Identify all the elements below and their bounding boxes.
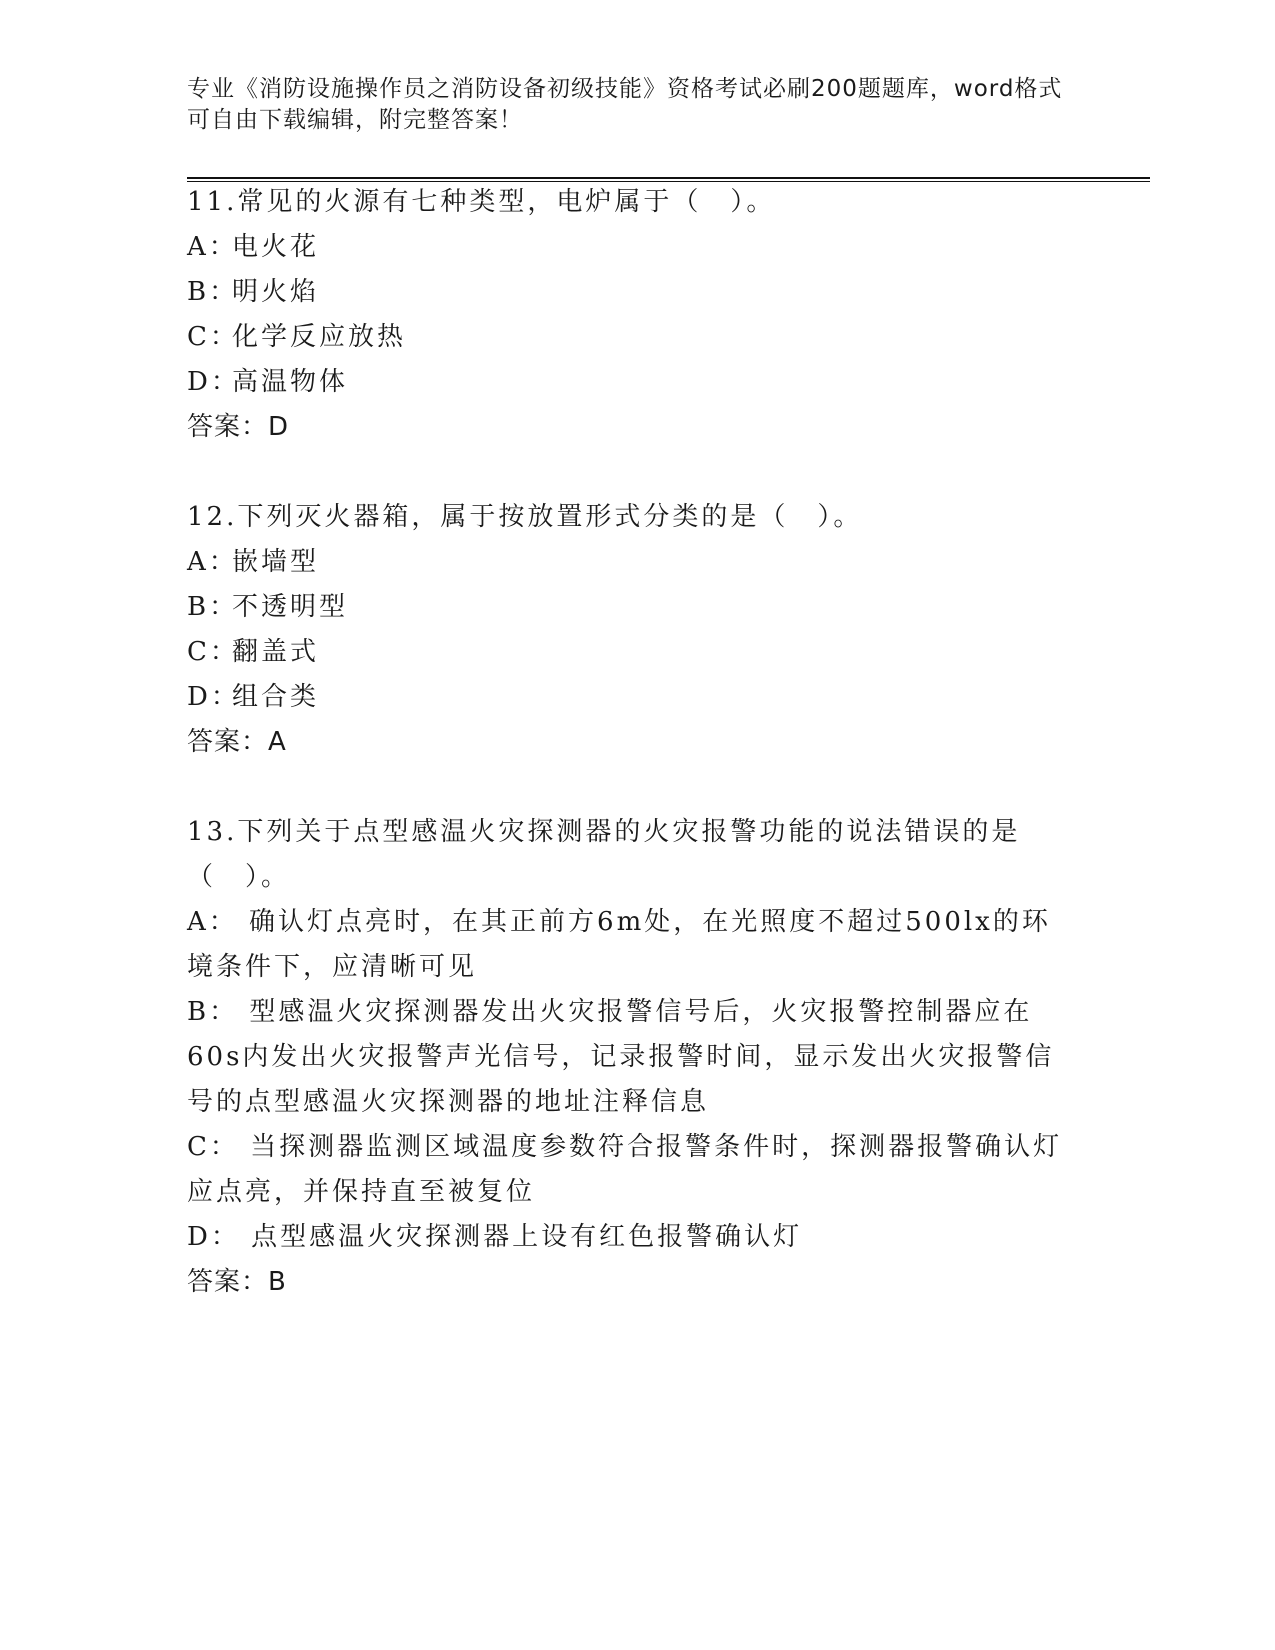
option-d	[187, 1215, 1067, 1260]
question-stem: 11.常见的火源有七种类型，电炉属于（ ）。	[187, 187, 776, 217]
option-a	[187, 900, 1067, 990]
header-rule-thick	[187, 177, 1150, 179]
question-12	[187, 495, 1067, 765]
option-text: 翻盖式	[232, 637, 320, 667]
answer: 答案：D	[187, 412, 290, 442]
option-text: 明火焰	[232, 277, 320, 307]
option-label: B：	[187, 997, 239, 1027]
option-b	[187, 270, 1067, 315]
question-13	[187, 810, 1067, 1305]
option-label: B：	[187, 592, 239, 622]
option-text: 当探测器监测区域温度参数符合报警条件时，探测器报警确认灯应点亮，并保持直至被复位	[187, 1132, 1063, 1207]
option-label: D：	[187, 1222, 240, 1252]
option-label: C：	[187, 322, 239, 352]
option-text: 确认灯点亮时，在其正前方6m处，在光照度不超过500lx的环境条件下，应清晰可见	[187, 907, 1051, 982]
option-text: 组合类	[232, 682, 320, 712]
option-c	[187, 630, 1067, 675]
option-a	[187, 540, 1067, 585]
option-d	[187, 675, 1067, 720]
option-label: A：	[187, 232, 238, 262]
option-c	[187, 1125, 1067, 1215]
option-label: D：	[187, 682, 240, 712]
option-c	[187, 315, 1067, 360]
option-b	[187, 585, 1067, 630]
option-d	[187, 360, 1067, 405]
answer: 答案：B	[187, 1267, 287, 1297]
option-text: 嵌墙型	[232, 547, 320, 577]
answer: 答案：A	[187, 727, 287, 757]
option-label: B：	[187, 277, 239, 307]
option-b	[187, 990, 1067, 1125]
option-text: 高温物体	[232, 367, 349, 397]
option-label: A：	[187, 907, 238, 937]
option-label: C：	[187, 637, 239, 667]
option-text: 电火花	[232, 232, 320, 262]
option-text: 不透明型	[232, 592, 349, 622]
option-text: 型感温火灾探测器发出火灾报警信号后，火灾报警控制器应在60s内发出火灾报警声光信号，记录报警时间，显示发出火灾报警信号的点型感温火灾探测器的地址注释信息	[187, 997, 1055, 1117]
question-11	[187, 180, 1067, 450]
question-stem: 13.下列关于点型感温火灾探测器的火灾报警功能的说法错误的是（ ）。	[187, 817, 1021, 892]
document-header: 专业《消防设施操作员之消防设备初级技能》资格考试必刷200题题库，word格式可自由下载编辑，附完整答案！	[187, 76, 1063, 133]
question-stem: 12.下列灭火器箱，属于按放置形式分类的是（ ）。	[187, 502, 863, 532]
option-text: 点型感温火灾探测器上设有红色报警确认灯	[251, 1222, 803, 1252]
option-text: 化学反应放热	[232, 322, 407, 352]
option-a	[187, 225, 1067, 270]
option-label: A：	[187, 547, 238, 577]
option-label: D：	[187, 367, 240, 397]
option-label: C：	[187, 1132, 239, 1162]
